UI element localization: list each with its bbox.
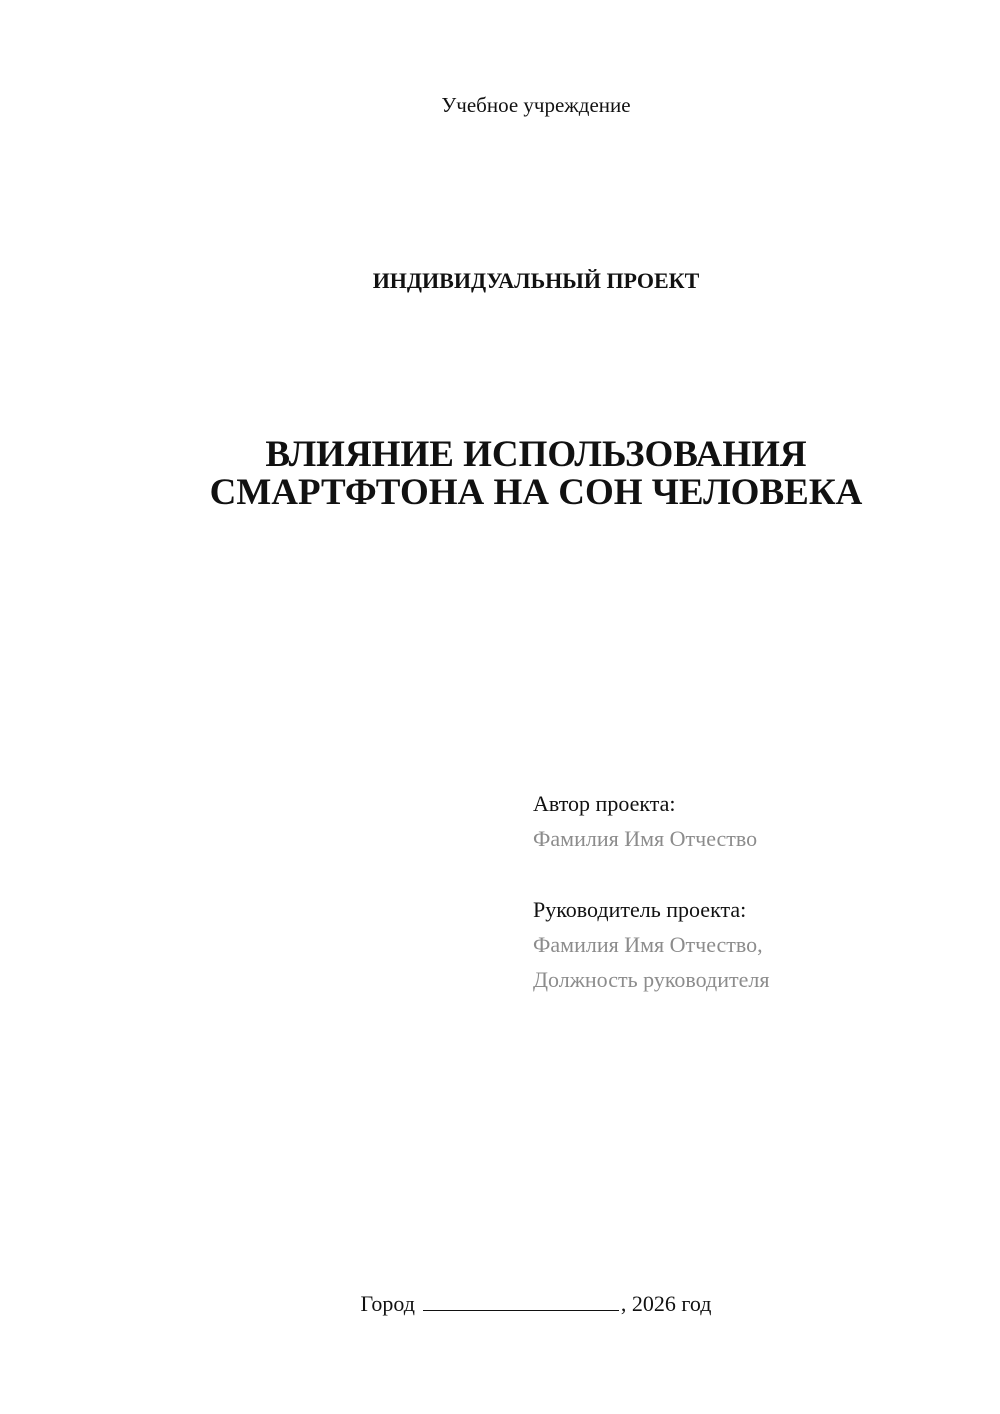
project-title <box>72 436 1000 512</box>
institution-name: Учебное учреждение <box>441 93 631 117</box>
supervisor-label: Руководитель проекта: <box>533 897 747 922</box>
supervisor-name-placeholder: Фамилия Имя Отчество, <box>533 932 763 957</box>
author-name-placeholder: Фамилия Имя Отчество <box>533 826 758 851</box>
author-block <box>533 786 973 856</box>
project-type-heading: ИНДИВИДУАЛЬНЫЙ ПРОЕКТ <box>372 268 700 293</box>
footer-city-year <box>72 1288 1000 1320</box>
project-title-line-1: ВЛИЯНИЕ ИСПОЛЬЗОВАНИЯ <box>265 434 807 475</box>
year-text: , 2026 год <box>620 1291 712 1316</box>
supervisor-block <box>533 892 973 997</box>
supervisor-position-placeholder: Должность руководителя <box>533 967 770 992</box>
author-label: Автор проекта: <box>533 791 676 816</box>
project-title-line-2: СМАРТФТОНА НА СОН ЧЕЛОВЕКА <box>209 472 863 513</box>
city-blank-line <box>423 1288 619 1311</box>
city-label: Город <box>360 1291 415 1316</box>
